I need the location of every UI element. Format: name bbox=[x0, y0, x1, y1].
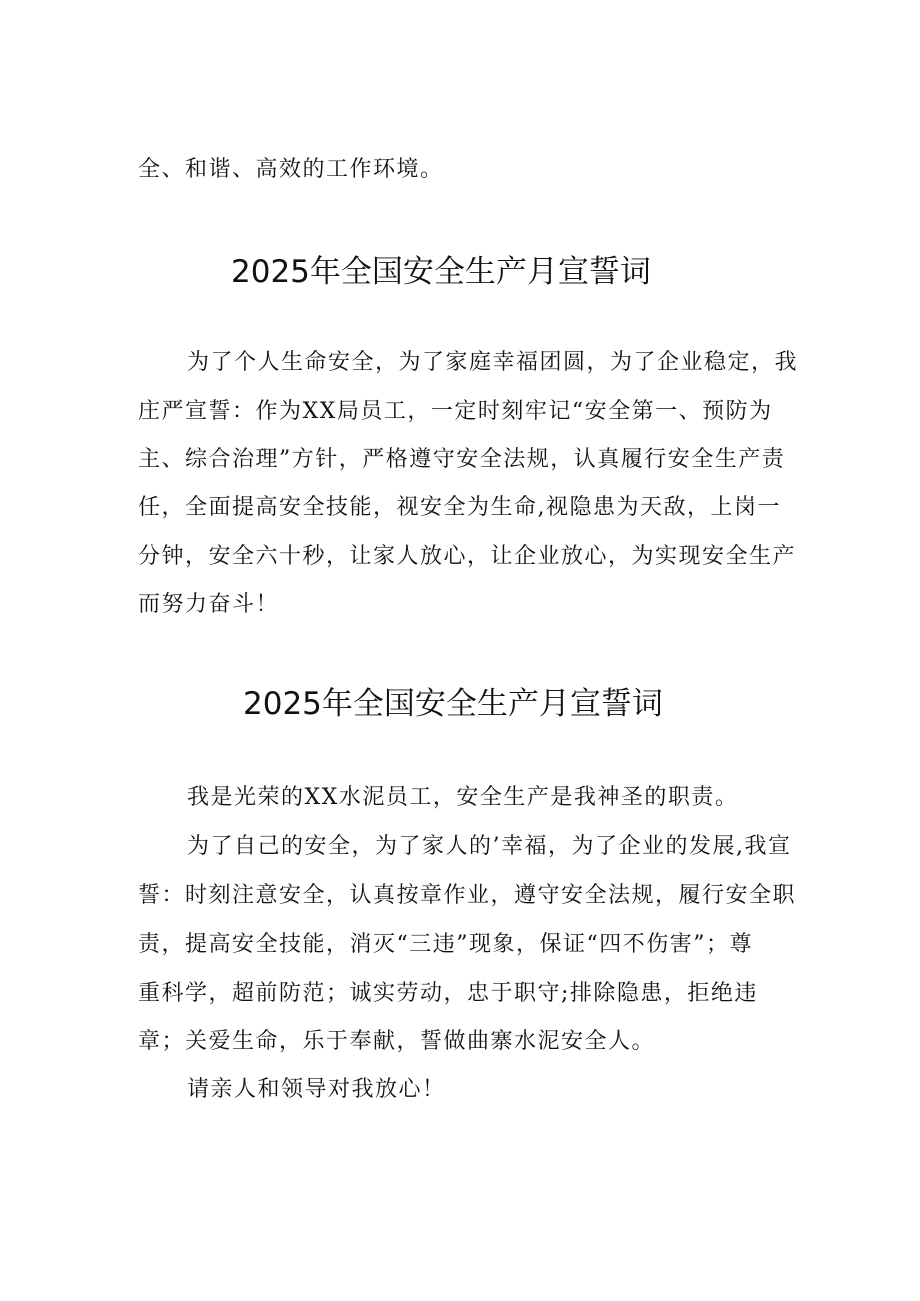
oath-2-line-3: 誓：时刻注意安全，认真按章作业，遵守安全法规，履行安全职 bbox=[138, 883, 797, 908]
oath-1-line-6: 而努力奋斗！ bbox=[138, 592, 280, 617]
section-title-2: 2025年全国安全生产月宣誓词 bbox=[243, 686, 663, 722]
oath-2-line-5: 重科学，超前防范；诚实劳动，忠于职守;排除隐患，拒绝违 bbox=[138, 981, 758, 1006]
section-title-1: 2025年全国安全生产月宣誓词 bbox=[231, 254, 651, 290]
oath-1-line-1: 为了个人生命安全，为了家庭幸福团圆，为了企业稳定，我 bbox=[187, 350, 799, 375]
oath-2-line-1: 我是光荣的XX水泥员工，安全生产是我神圣的职责。 bbox=[187, 785, 739, 810]
oath-1-line-5: 分钟，安全六十秒，让家人放心，让企业放心，为实现安全生产 bbox=[138, 544, 797, 569]
continuation-text: 全、和谐、高效的工作环境。 bbox=[138, 157, 444, 182]
oath-1-line-3: 主、综合治理”方针，严格遵守安全法规，认真履行安全生产责 bbox=[138, 447, 786, 472]
oath-2-line-7: 请亲人和领导对我放心！ bbox=[187, 1077, 446, 1102]
oath-2-line-4: 责，提高安全技能，消灭“三违”现象，保证“四不伤害”；尊 bbox=[138, 932, 753, 957]
oath-2-line-2: 为了自己的安全，为了家人的’幸福，为了企业的发展,我宣 bbox=[187, 834, 792, 859]
oath-1-line-2: 庄严宣誓：作为XX局员工，一定时刻牢记“安全第一、预防为 bbox=[138, 399, 773, 424]
oath-1-line-4: 任，全面提高安全技能，视安全为生命,视隐患为天敌，上岗一 bbox=[138, 495, 781, 520]
oath-2-line-6: 章；关爱生命，乐于奉献，誓做曲寨水泥安全人。 bbox=[138, 1029, 656, 1054]
